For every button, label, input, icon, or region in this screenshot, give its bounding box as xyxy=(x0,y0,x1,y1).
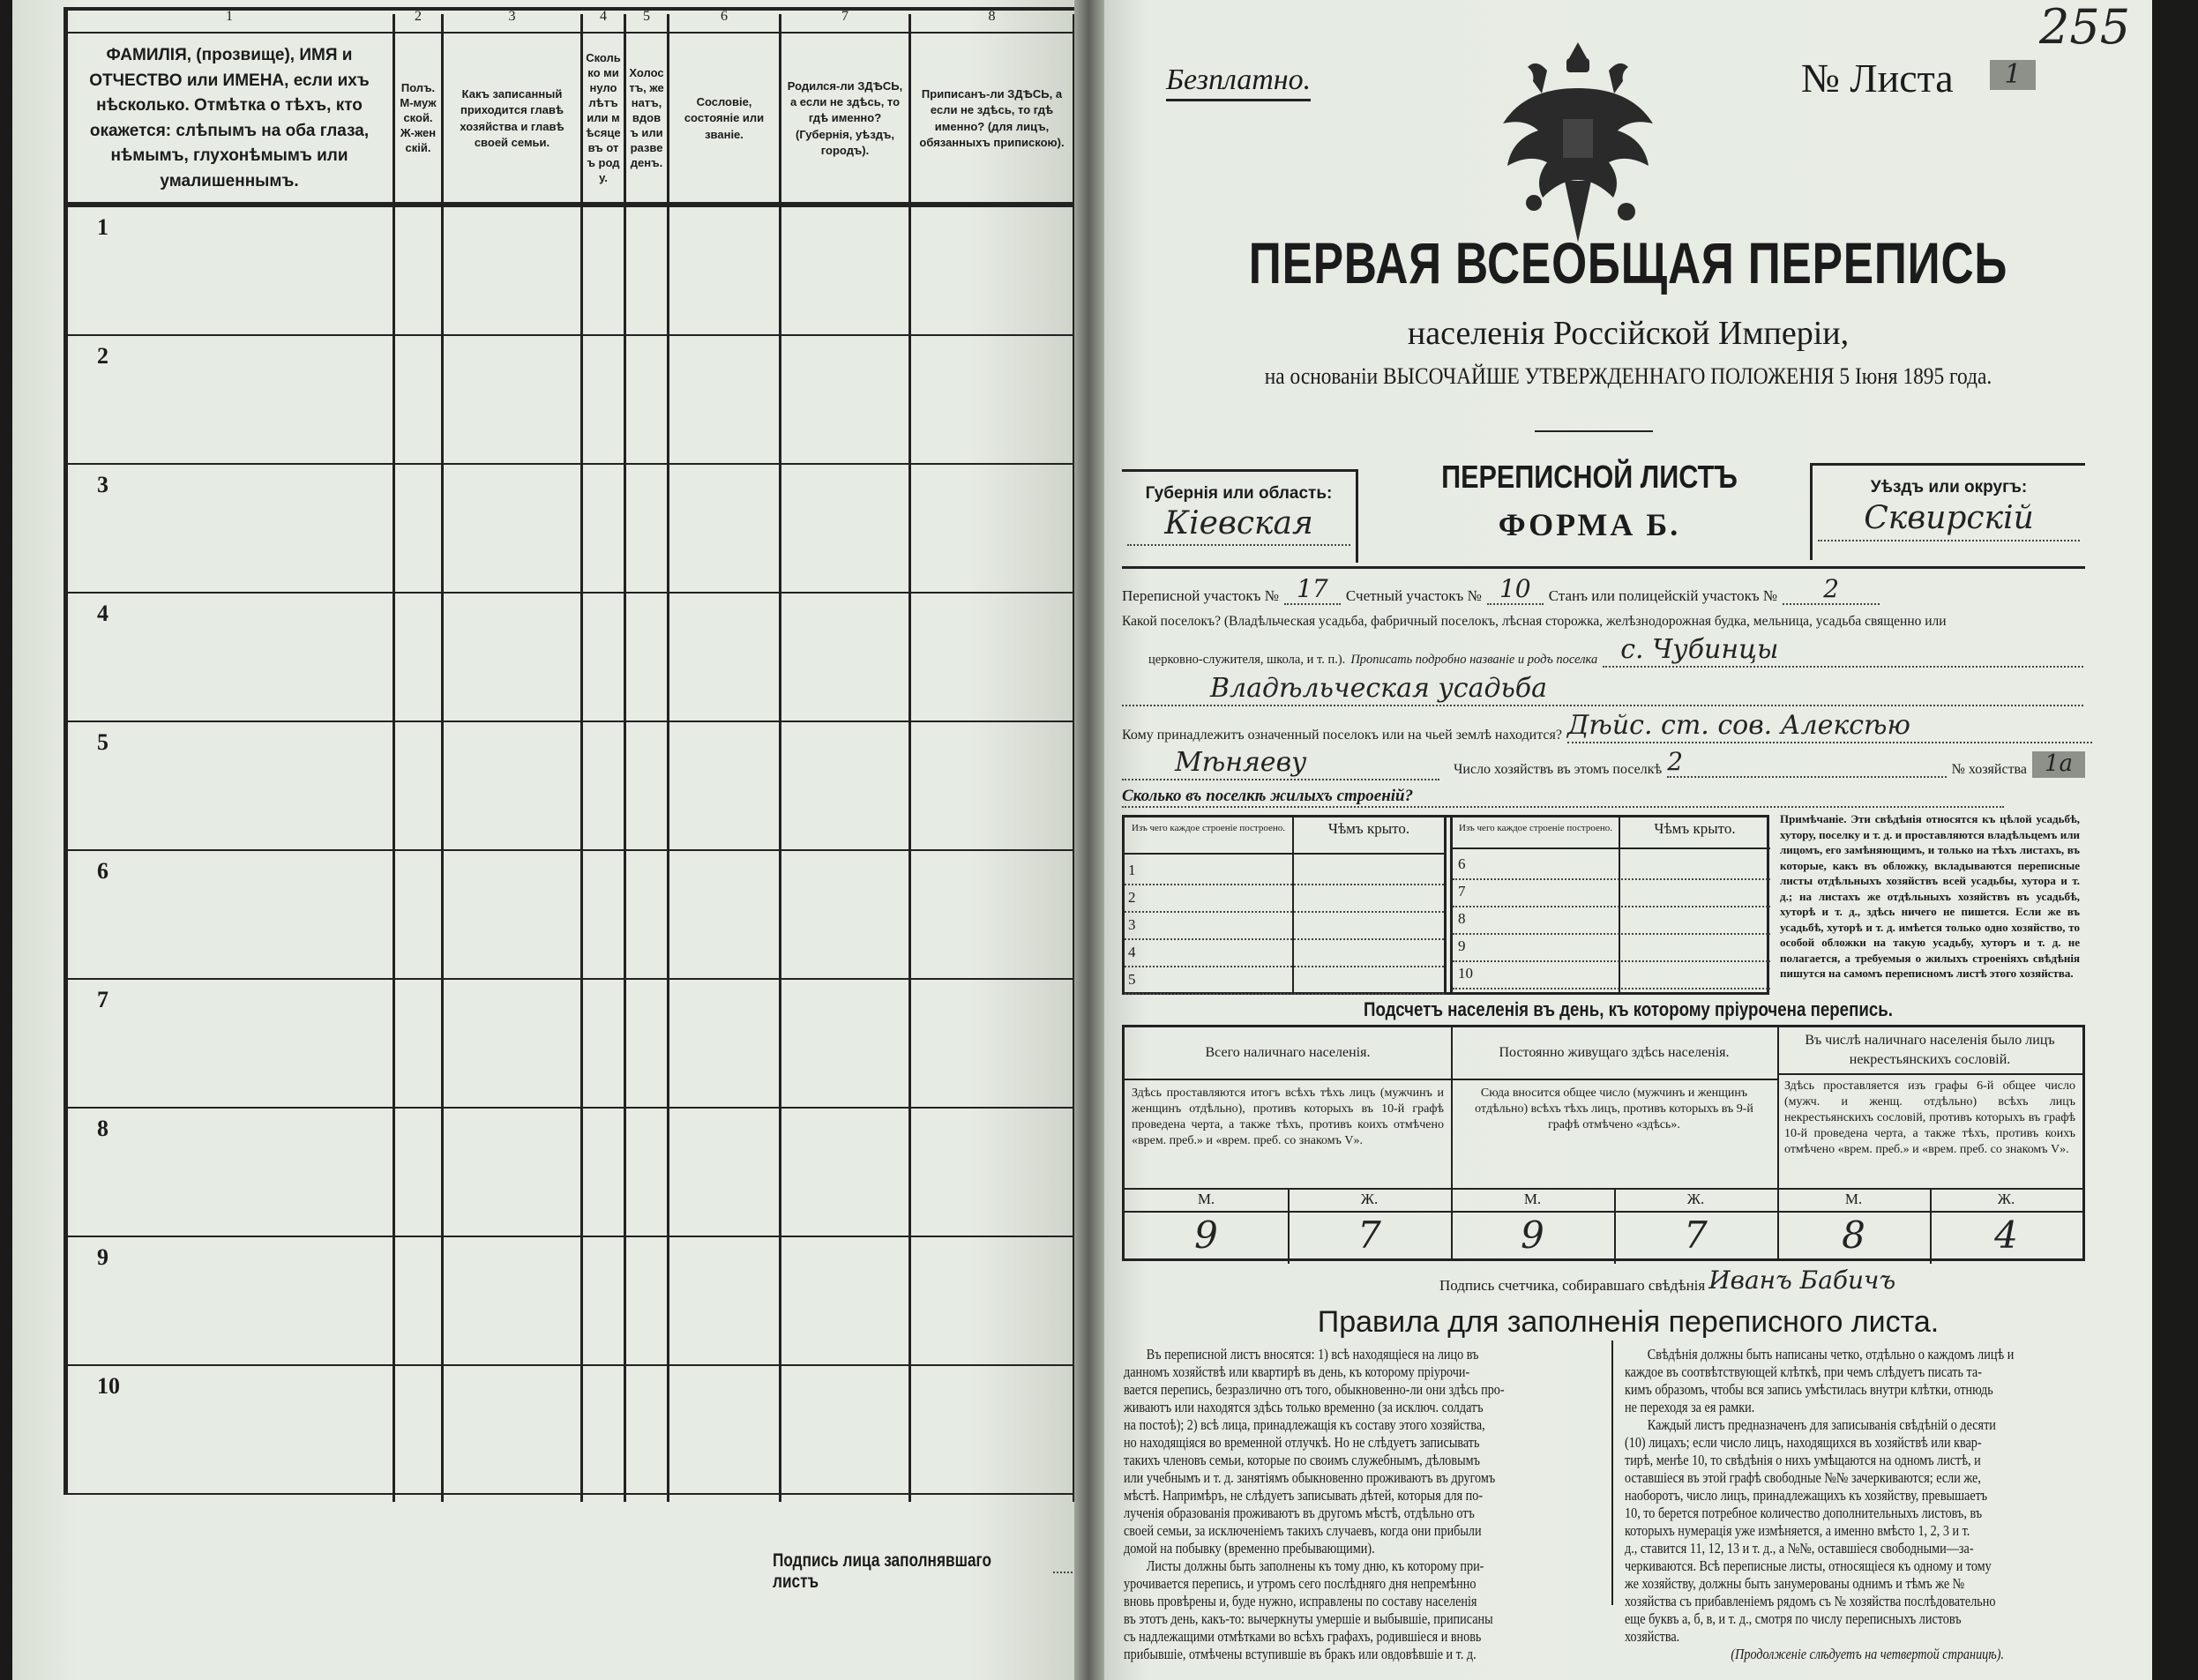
gubernia-label: Губернія или область: xyxy=(1145,484,1333,503)
population-count-table xyxy=(1122,1025,2085,1261)
right-page xyxy=(1104,0,2152,1680)
rules-left-column xyxy=(1124,1346,1533,1663)
building-row-number: 1 xyxy=(1128,862,1136,878)
header-border xyxy=(1125,853,1444,855)
sheet-number-label: № Листа xyxy=(1801,56,1954,101)
row-border xyxy=(64,592,1075,594)
row-border xyxy=(1451,1079,1777,1080)
column-number: 3 xyxy=(508,9,516,24)
row-border xyxy=(64,849,1075,851)
row-border xyxy=(64,334,1075,336)
stan-value: 2 xyxy=(1783,575,1880,605)
document-subtitle: населенія Россійской Имперіи, xyxy=(1407,315,1850,352)
gubernia-box xyxy=(1122,469,1358,563)
rules-title: Правила для заполненія переписного листа. xyxy=(1317,1305,1940,1339)
rules-line: д., ставится 11, 12, 13 и т. д., а №№, оставшіеся свободными—за- xyxy=(1625,1540,1974,1557)
rules-line: урочивается перепись, и утромъ сего послѣдняго дня непремѣнно xyxy=(1124,1575,1477,1592)
rules-line: Въ переписной листъ вносятся: 1) всѣ находящіеся на лицо въ xyxy=(1146,1346,1479,1363)
rules-line: Свѣдѣнія должны быть написаны четко, отдѣльно о каждомъ лицѣ и xyxy=(1647,1346,2015,1363)
column-border xyxy=(392,14,395,1502)
rules-line: которыхъ нумерація уже измѣняется, а именно вмѣсто 1, 2, 3 и т. xyxy=(1625,1522,1970,1539)
table-divider xyxy=(1450,818,1453,992)
header-bottom-border xyxy=(64,202,1075,207)
header-number-line xyxy=(64,32,1075,34)
row-number: 2 xyxy=(97,343,108,369)
count-district-value: 10 xyxy=(1487,575,1544,605)
owner-value-2: Мѣняеву xyxy=(1122,748,1439,780)
group-title: Постоянно живущаго здѣсь населенія. xyxy=(1499,1045,1730,1060)
female-count: 7 xyxy=(1357,1213,1381,1257)
column-header: Приписанъ-ли ЗДѢСЬ, а если не здѣсь, то гдѣ именно? (для лицъ, обязанныхъ припискою). xyxy=(919,87,1065,149)
row-number: 10 xyxy=(97,1373,120,1399)
male-label: М. xyxy=(1523,1191,1542,1207)
rules-line: такихъ членовъ семьи, которые по своимъ служебнымъ, дѣловымъ xyxy=(1124,1452,1480,1468)
rules-continued: (Продолженіе слѣдуетъ на четвертой страницѣ). xyxy=(1731,1646,2004,1662)
count-district-label: Счетный участокъ № xyxy=(1345,587,1482,605)
column-number: 6 xyxy=(721,9,728,24)
rules-line: оставшіеся въ этой графѣ свободные №№ зачеркиваются; если же, xyxy=(1625,1469,1981,1486)
settlement-value-1: с. Чубинцы xyxy=(1603,635,2083,668)
column-header: Полъ. М-мужской. Ж-женскій. xyxy=(400,81,437,154)
count-title: Подсчетъ населенія въ день, къ которому пріурочена перепись. xyxy=(1364,998,1893,1020)
rules-line: но находящіяся во временной отлучкѣ. Но не слѣдуетъ записывать xyxy=(1124,1434,1480,1451)
row-number: 8 xyxy=(97,1116,108,1141)
household-number-value: 1а xyxy=(2032,751,2085,778)
column-number: 4 xyxy=(600,9,607,24)
row-line xyxy=(1453,906,1770,907)
column-border xyxy=(1619,818,1620,992)
building-row-number: 7 xyxy=(1458,883,1466,900)
uezd-value: Сквирскій xyxy=(1818,497,2080,541)
divider xyxy=(1535,430,1653,432)
column-border xyxy=(64,7,68,1495)
row-border xyxy=(1777,1073,2082,1075)
row-border xyxy=(1125,1079,1451,1080)
free-label: Безплатно. xyxy=(1166,63,1311,101)
column-header: Какъ записанный приходится главѣ хозяйства и главѣ своей семьи. xyxy=(460,87,564,149)
group-description: Здѣсь проставляются итогъ всѣхъ тѣхъ лицъ (мужчинъ и женщинъ отдѣльно), противъ которыхъ въ 10-й графѣ проведена черта, а также тѣхъ, противъ коихъ отмѣчено «врем. преб.» и «врем. преб. со знакомъ V». xyxy=(1132,1086,1444,1147)
column-header: Сколько минуло лѣтъ или мѣсяцевъ отъ роду. xyxy=(586,51,621,184)
rules-line: (10) лицахъ; если число лицъ, находящихся въ хозяйствѣ или квар- xyxy=(1625,1434,1982,1451)
buildings-header: Чѣмъ крыто. xyxy=(1327,820,1410,837)
settlement-value-2: Владѣльческая усадьба xyxy=(1122,674,2083,706)
rules-line: каждое въ соотвѣтствующей клѣткѣ, при чемъ слѣдуетъ писать та- xyxy=(1625,1363,1982,1380)
rules-line: наоборотъ, число лицъ, принадлежащихъ къ хозяйству, превышаетъ xyxy=(1625,1487,1988,1504)
rules-line: Каждый листъ предназначенъ для записыванія свѣдѣній о десяти xyxy=(1647,1416,1996,1433)
row-line xyxy=(1453,878,1770,880)
households-value: 2 xyxy=(1667,748,1946,778)
settlement-instruction: Прописать подробно названіе и родъ поселка xyxy=(1350,652,1598,667)
group-title: Всего наличнаго населенія. xyxy=(1205,1045,1371,1060)
column-border xyxy=(908,14,911,1502)
rules-line: живаютъ или находятся здѣсь только временно (за исключ. солдатъ xyxy=(1124,1399,1484,1415)
male-label: М. xyxy=(1197,1191,1215,1207)
imperial-eagle-emblem xyxy=(1494,35,1662,256)
book-gutter xyxy=(1074,0,1106,1680)
building-row-number: 2 xyxy=(1128,889,1136,906)
group-description: Сюда вносится общее число (мужчинъ и женщинъ отдѣльно) всѣхъ тѣхъ лицъ, противъ которыхъ въ 9-й графѣ отмѣчено «здѣсь». xyxy=(1475,1086,1753,1131)
sheet-number-value: 1 xyxy=(1990,60,2036,90)
buildings-note: Примѣчаніе. Эти свѣдѣнія относятся къ цѣлой усадьбѣ, хутору, поселку и т. д. и проставляются владѣльцемъ или лицомъ, его замѣняющимъ, и только на тѣхъ листахъ, въ которые, какъ въ обложку, вкладываются переписные листы отдѣльныхъ хозяйствъ всей усадьбы, хутора и т. д.; на листахъ же отдѣльныхъ хозяйствъ въ усадьбѣ, хуторѣ и т. д., здѣсь ничего не пишется. Если же въ усадьбѣ, хуторѣ и т. д. имѣется только одно хозяйство, то особой обложки на такую усадьбу, хуторъ и т. д. не полагается, а требуемыя о жилыхъ строеніяхъ свѣдѣнія пишутся на самомъ переписномъ листѣ этого хозяйства. xyxy=(1780,812,2080,980)
rules-right-column xyxy=(1625,1346,2019,1663)
rules-line: прибывшіе, отмѣчены вступившіе въ бракъ или овдовѣвшіе и т. д. xyxy=(1124,1646,1477,1662)
counter-signature-line xyxy=(1439,1266,1895,1295)
buildings-header: Изъ чего каждое строеніе построено. xyxy=(1458,823,1613,833)
household-number-label: № хозяйства xyxy=(1951,762,2027,778)
row-number: 7 xyxy=(97,987,108,1012)
rules-line: вается перепись, безразлично отъ того, обыкновенно-ли они здѣсь про- xyxy=(1124,1381,1505,1398)
building-row-number: 8 xyxy=(1458,910,1466,927)
rules-line: въ этотъ день, какъ-то: вычеркнуты умершіе и выбывшіе, приписаны xyxy=(1124,1610,1493,1627)
buildings-header: Изъ чего каждое строеніе построено. xyxy=(1131,823,1286,833)
column-number: 8 xyxy=(988,9,996,24)
column-number: 2 xyxy=(415,9,422,24)
rules-line: мѣстѣ. Напримѣръ, не слѣдуетъ записывать дѣтей, которыя для по- xyxy=(1124,1487,1484,1504)
left-page xyxy=(12,0,1076,1680)
uezd-label: Уѣздъ или округъ: xyxy=(1870,478,2028,497)
female-label: Ж. xyxy=(1360,1191,1379,1207)
row-border xyxy=(64,1493,1075,1495)
row-number: 9 xyxy=(97,1244,108,1270)
rules-line: хозяйства съ прибавленіемъ рядомъ съ № хозяйства послѣдовательно xyxy=(1625,1593,1996,1609)
row-border xyxy=(64,978,1075,980)
column-border xyxy=(667,14,669,1502)
column-header: Холостъ, женатъ, вдовъ или разведенъ. xyxy=(629,66,664,169)
female-count: 4 xyxy=(1994,1213,2018,1257)
document-basis: на основаніи ВЫСОЧАЙШЕ УТВЕРЖДЕННАГО ПОЛОЖЕНІЯ 5 Іюня 1895 года. xyxy=(1264,363,1992,389)
row-line xyxy=(1125,911,1444,913)
row-line xyxy=(1453,960,1770,962)
settlement-question: Какой поселокъ? (Владѣльческая усадьба, фабричный поселокъ, лѣсная сторожка, желѣзнодорожная будка, мельница, усадьба священно или xyxy=(1122,614,1947,629)
column-border xyxy=(624,14,626,1502)
rules-line: кимъ образомъ, чтобы вся запись умѣстилась внутри клѣтки, отнюдь xyxy=(1625,1381,1993,1398)
form-name: ФОРМА Б. xyxy=(1498,507,1681,542)
divider xyxy=(1122,566,2085,569)
column-header: ФАМИЛІЯ, (прозвище), ИМЯ и ОТЧЕСТВО или ИМЕНА, если ихъ нѣсколько. Отмѣтка о тѣхъ, кто окажется: слѣпымъ на оба глаза, нѣмымъ, глухонѣмымъ или умалишеннымъ. xyxy=(89,46,370,190)
settlement-question-cont: церковно-служителя, школа, и т. п.). xyxy=(1148,652,1346,667)
row-line xyxy=(1125,966,1444,967)
document-title: ПЕРВАЯ ВСЕОБЩАЯ ПЕРЕПИСЬ xyxy=(1248,230,2008,295)
stan-label: Станъ или полицейскій участокъ № xyxy=(1548,587,1778,605)
male-label: М. xyxy=(1844,1191,1863,1207)
column-border xyxy=(441,14,444,1502)
buildings-table xyxy=(1122,815,1769,995)
column-border xyxy=(779,14,781,1502)
buildings-header: Чѣмъ крыто. xyxy=(1654,820,1736,837)
counter-signature-label: Подпись счетчика, собиравшаго свѣдѣнія xyxy=(1439,1277,1706,1295)
rules-line: данномъ хозяйствѣ или квартирѣ въ день, къ которому пріурочи- xyxy=(1124,1363,1470,1380)
row-line xyxy=(1125,993,1444,995)
buildings-label: Сколько въ поселкѣ жилыхъ строеній? xyxy=(1122,787,2004,808)
counter-signature: Иванъ Бабичъ xyxy=(1708,1266,1896,1295)
households-line xyxy=(1454,748,2085,778)
gubernia-value: Кіевская xyxy=(1127,504,1350,546)
rules-line: или учебнымъ и т. д. занятіямъ обыкновенно проживаютъ въ другомъ xyxy=(1124,1469,1496,1486)
row-border xyxy=(64,721,1075,722)
rules-line: вновь провѣрены и, буде нужно, исправлены по составу населенія xyxy=(1124,1593,1477,1609)
row-number: 4 xyxy=(97,601,108,626)
rules-line: хозяйства. xyxy=(1625,1628,1680,1645)
owner-line xyxy=(1122,711,2092,743)
uezd-box xyxy=(1810,463,2085,560)
rules-line: тирѣ, менѣе 10, то свѣдѣнія о нихъ умѣщаются на одномъ листѣ, и xyxy=(1625,1452,1981,1468)
building-row-number: 4 xyxy=(1128,944,1136,960)
table-divider xyxy=(1444,818,1447,992)
building-row-number: 9 xyxy=(1458,937,1466,954)
building-row-number: 10 xyxy=(1458,965,1473,982)
row-number: 5 xyxy=(97,729,108,755)
male-count: 9 xyxy=(1521,1213,1544,1257)
rules-line: своей семьи, за исключеніемъ такихъ случаевъ, когда они прибыли xyxy=(1124,1522,1482,1539)
census-district-value: 17 xyxy=(1284,575,1341,605)
households-label: Число хозяйствъ въ этомъ поселкѣ xyxy=(1454,762,1663,778)
row-border xyxy=(64,1364,1075,1366)
building-row-number: 5 xyxy=(1128,971,1136,988)
form-title: ПЕРЕПИСНОЙ ЛИСТЪ xyxy=(1441,459,1738,495)
row-line xyxy=(1453,933,1770,935)
column-border xyxy=(580,14,583,1502)
rules-line: Листы должны быть заполнены къ тому дню, къ которому при- xyxy=(1146,1557,1484,1574)
row-border xyxy=(1777,1211,2082,1213)
female-label: Ж. xyxy=(1686,1191,1705,1207)
owner-value-1: Дѣйс. ст. сов. Алексѣю xyxy=(1567,711,2092,743)
rules-line: 10, то берется потребное количество дополнительныхъ листовъ, въ xyxy=(1625,1505,1983,1521)
page-number: 255 xyxy=(2039,0,2131,55)
rules-line: лученія образованія проживаютъ въ другомъ мѣстѣ, отдѣльно отъ xyxy=(1124,1505,1475,1521)
column-number: 7 xyxy=(841,9,849,24)
row-border xyxy=(64,463,1075,465)
row-border xyxy=(64,1107,1075,1109)
owner-question: Кому принадлежитъ означенный поселокъ или на чьей землѣ находится? xyxy=(1122,727,1562,743)
building-row-number: 3 xyxy=(1128,916,1136,933)
female-label: Ж. xyxy=(1997,1191,2015,1207)
rules-line: съ надлежащими отмѣтками во всѣхъ графахъ, родившіеся и вновь xyxy=(1124,1628,1482,1645)
group-title: Въ числѣ наличнаго населенія было лицъ некрестьянскихъ сословій. xyxy=(1805,1033,2055,1067)
column-number: 5 xyxy=(643,9,650,24)
row-number: 6 xyxy=(97,858,108,884)
rules-line: домой на побывку (временно пребывающими). xyxy=(1124,1540,1375,1557)
building-row-number: 6 xyxy=(1458,855,1466,872)
rules-line: на постоѣ); 2) всѣ лица, принадлежащія къ составу этого хозяйства, xyxy=(1124,1416,1485,1433)
row-border xyxy=(1125,1211,1451,1213)
column-header: Родился-ли ЗДѢСЬ, а если не здѣсь, то гдѣ именно? (Губернія, уѣздъ, городъ). xyxy=(787,79,903,157)
male-count: 9 xyxy=(1194,1213,1218,1257)
row-line xyxy=(1125,884,1444,885)
row-line xyxy=(1453,988,1770,989)
column-header: Сословіе, состояніе или званіе. xyxy=(684,95,765,141)
male-count: 8 xyxy=(1842,1213,1865,1257)
column-number: 1 xyxy=(226,9,233,24)
header-border xyxy=(1453,847,1770,849)
row-border xyxy=(1451,1211,1777,1213)
rules-line: не переходя за ея рамки. xyxy=(1625,1399,1755,1415)
row-border xyxy=(64,1236,1075,1237)
filler-signature-label: Подпись лица заполнявшаго листъ xyxy=(773,1550,991,1592)
settlement-line xyxy=(1148,635,2083,668)
female-count: 7 xyxy=(1684,1213,1708,1257)
rules-line: еще буквъ а, б, в, и т. д., смотря по числу переписныхъ листовъ xyxy=(1625,1610,1962,1627)
rules-line: черкиваются. Всѣ переписные листы, относящіеся къ одному и тому xyxy=(1625,1557,1992,1574)
census-district-label: Переписной участокъ № xyxy=(1122,587,1279,605)
group-description: Здѣсь проставляется изъ графы 6-й общее число (мужч. и женщ. отдѣльно) всѣхъ лицъ некрестьянскихъ сословій, противъ которыхъ въ графѣ 10-й проведена черта, а также тѣхъ, противъ коихъ отмѣчено «врем. преб.» и «врем. преб. со знакомъ V». xyxy=(1784,1079,2075,1156)
rules-line: же хозяйству, должны быть занумерованы однимъ и тѣмъ же № xyxy=(1625,1575,1965,1592)
row-number: 3 xyxy=(97,472,108,497)
district-line xyxy=(1122,575,2092,605)
rules-divider xyxy=(1611,1340,1613,1605)
row-number: 1 xyxy=(97,214,108,240)
row-line xyxy=(1125,938,1444,940)
